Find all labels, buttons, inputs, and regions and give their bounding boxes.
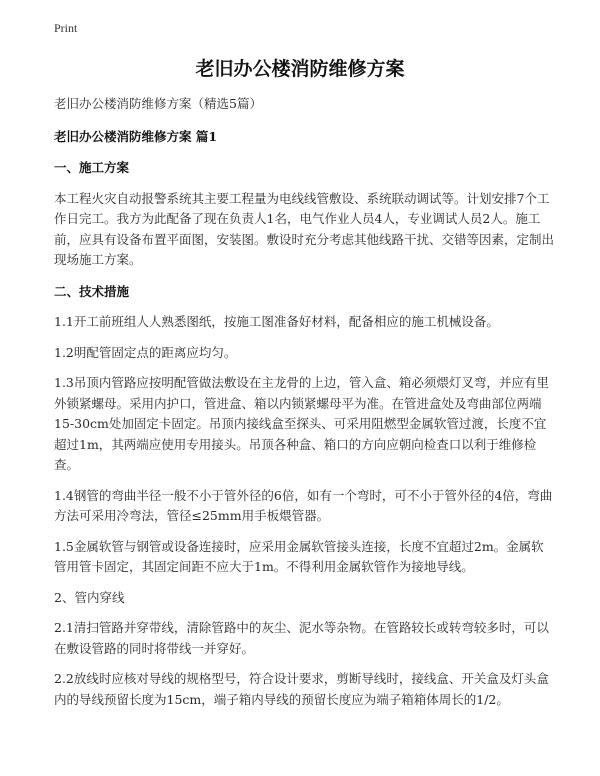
paragraph-item-2-2: 2.2放线时应核对导线的规格型号，符合设计要求，剪断导线时，接线盒、开关盒及灯头盒内的导线预留长度为15cm，端子箱内导线的预留长度应为端子箱箱体周长的1/2。 xyxy=(54,671,549,707)
article-heading: 老旧办公楼消防维修方案 篇1 xyxy=(54,128,218,144)
page-title: 老旧办公楼消防维修方案 xyxy=(195,58,405,80)
print-label[interactable]: Print xyxy=(54,21,78,35)
paragraph-item-1-4: 1.4钢管的弯曲半径一般不小于管外径的6倍，如有一个弯时，可不小于管外径的4倍，弯曲方法可采用冷弯法，管径≤25mm用手板煨管器。 xyxy=(54,487,553,523)
section-subheading-wiring: 2、管内穿线 xyxy=(54,589,125,605)
paragraph-item-2-1: 2.1清扫管路并穿带线，清除管路中的灰尘、泥水等杂物。在管路较长或转弯较多时，可以在敷设管路的同时将带线一并穿好。 xyxy=(54,620,549,656)
section-heading-construction-plan: 一、施工方案 xyxy=(54,160,130,175)
section-heading-technical-measures: 二、技术措施 xyxy=(54,283,130,299)
paragraph-item-1-3: 1.3吊顶内管路应按明配管做法敷设在主龙骨的上边，管入盒、箱必须煨灯叉弯，并应有里外锁紧螺母。采用内护口，管进盒、箱以内锁紧螺母平为准。在管进盒处及弯曲部位两端15-30cm处加固定卡固定。吊顶内接线盒至探头、可采用阻燃型金属软管过渡，长度不宜超过1m，其两端应使用专用接头。吊顶各种盒、箱口的方向应朝向检查口以利于维修检查。 xyxy=(54,375,549,472)
paragraph-item-1-2: 1.2明配管固定点的距离应均匀。 xyxy=(54,344,237,360)
document-body xyxy=(54,94,554,710)
paragraph-item-1-5: 1.5金属软管与钢管或设备连接时，应采用金属软管接头连接，长度不宜超过2m。金属软管用管卡固定，其固定间距不应大于1m。不得利用金属软管作为接地导线。 xyxy=(54,538,544,574)
paragraph-item-1-1: 1.1开工前班组人人熟悉图纸，按施工图准备好材料，配备相应的施工机械设备。 xyxy=(54,314,499,329)
subtitle: 老旧办公楼消防维修方案（精选5篇） xyxy=(54,96,262,111)
paragraph-construction-plan: 本工程火灾自动报警系统其主要工程量为电线线管敷设、系统联动调试等。计划安排7个工作日完工。我方为此配备了现在负责人1名，电气作业人员4人，专业调试人员2人。施工前，应具有设备布置平面图，安装图。敷设时充分考虑其他线路干扰、交错等因素，定制出现场施工方案。 xyxy=(54,190,555,267)
